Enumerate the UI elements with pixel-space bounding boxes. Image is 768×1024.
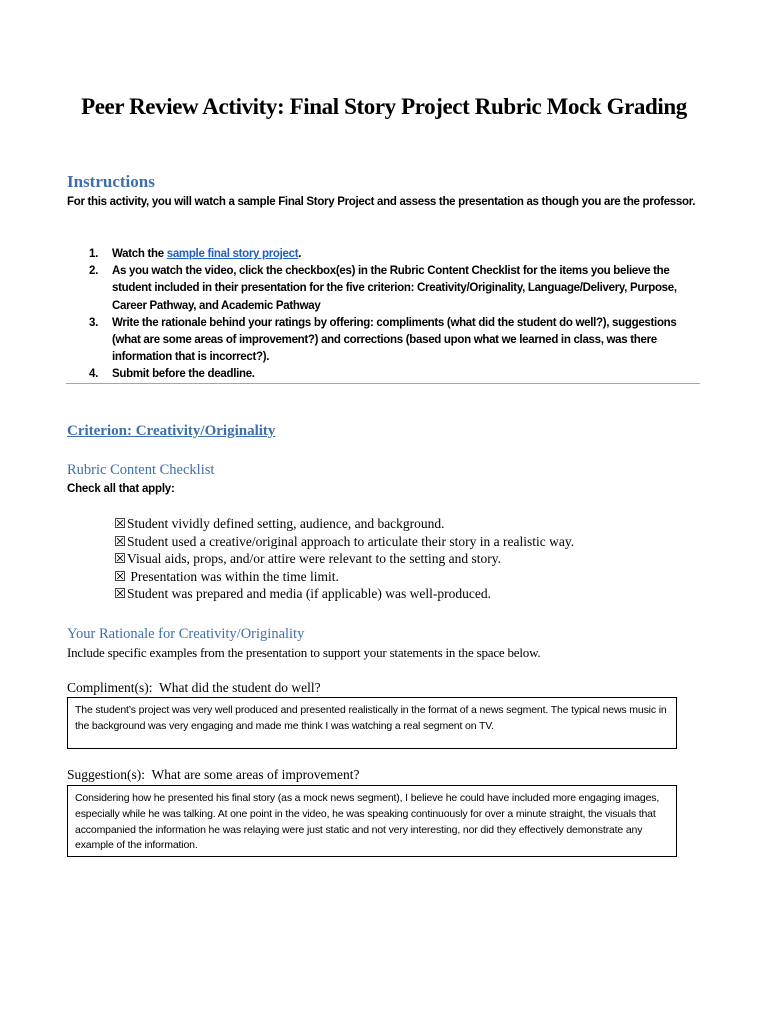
checklist-item (114, 585, 674, 603)
section-divider (66, 383, 700, 384)
checklist-item-label: Student was prepared and media (if applicable) was well-produced. (127, 586, 491, 601)
step-item (67, 263, 697, 315)
step-number: 3. (89, 316, 98, 329)
rationale-heading: Your Rationale for Creativity/Originality (67, 626, 305, 642)
checkbox-checked[interactable]: ☒ (114, 516, 127, 531)
compliment-textbox[interactable]: The student’s project was very well produced and presented realistically in the format of a news segment. The typical news music in the background was very engaging and made me think I was watching a real segment on TV. (67, 697, 677, 749)
instructions-intro: For this activity, you will watch a sample Final Story Project and assess the presentation as though you are the professor. (67, 196, 696, 208)
step-number: 4. (89, 368, 98, 381)
checklist-item (114, 568, 674, 586)
rubric-checklist (114, 515, 674, 603)
checklist-item-label: Visual aids, props, and/or attire were relevant to the setting and story. (127, 551, 501, 566)
step-text: Submit before the deadline. (112, 368, 255, 381)
step-number: 1. (89, 248, 98, 260)
rationale-instruction: Include specific examples from the presentation to support your statements in the space below. (67, 645, 541, 660)
instructions-steps (67, 246, 697, 384)
page-title: Peer Review Activity: Final Story Project Rubric Mock Grading (81, 94, 687, 119)
checklist-item (114, 533, 674, 551)
checkbox-checked[interactable]: ☒ (114, 586, 127, 601)
checkbox-checked[interactable]: ☒ (114, 533, 127, 549)
instructions-heading: Instructions (67, 172, 155, 191)
step-text: Write the rationale behind your ratings by offering: compliments (what did the student do well?), suggestions (what are some areas of improvement?) and corrections (based upon what we learned in class, was there information that is incorrect?). (112, 316, 677, 364)
step-number: 2. (89, 265, 98, 278)
checklist-item (114, 550, 674, 568)
suggestion-textbox[interactable]: Considering how he presented his final story (as a mock news segment), I believe he could have included more engaging images, especially while he was talking. At one point in the video, he was speaking continuously for over a minute straight, the visuals that accompanied the information he was relaying were just static and not very interesting, nor did they effectively demonstrate any example of the information. (67, 785, 677, 857)
checkbox-checked[interactable]: ☒ (114, 551, 127, 566)
checklist-item-label: Student used a creative/original approach to articulate their story in a realistic way. (127, 533, 575, 549)
criterion-heading: Criterion: Creativity/Originality (67, 423, 276, 439)
checklist-heading: Rubric Content Checklist (67, 462, 215, 478)
step-text: Watch the (112, 248, 167, 260)
step-text-end: . (298, 248, 302, 260)
checklist-item-label: Presentation was within the time limit. (127, 568, 339, 584)
checklist-item (114, 515, 674, 533)
compliment-label: Compliment(s): What did the student do well? (67, 680, 321, 695)
step-text: As you watch the video, click the checkbox(es) in the Rubric Content Checklist for the items you believe the student included in their presentation for the five criterion: Creativity/Originality, Language/Delivery, Purpose, Career Pathway, and Academic Pathway (112, 265, 677, 312)
step-item (67, 246, 697, 263)
step-item (67, 315, 697, 367)
step-item (67, 366, 697, 383)
checklist-item-label: Student vividly defined setting, audience, and background. (127, 516, 445, 531)
check-all-label: Check all that apply: (67, 483, 175, 495)
checkbox-checked[interactable]: ☒ (114, 568, 127, 584)
suggestion-label: Suggestion(s): What are some areas of improvement? (67, 767, 360, 782)
sample-project-link[interactable]: sample final story project (166, 248, 299, 260)
